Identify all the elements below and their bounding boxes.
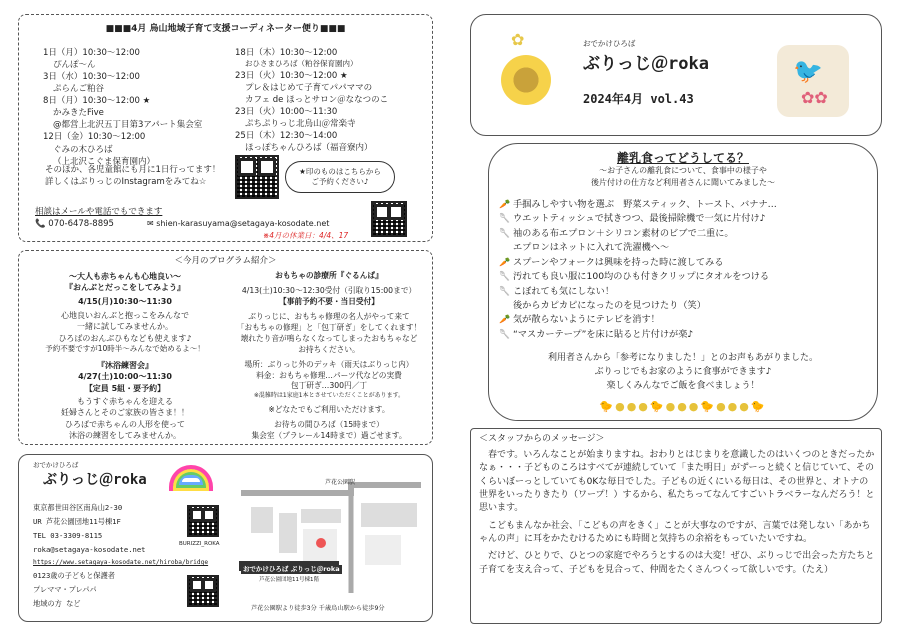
target-line: 地域の方 など — [33, 599, 81, 609]
station-label: 芦花公園駅 — [325, 479, 356, 486]
list-item: 🥄 “マスカーテープ”を床に貼ると片付けが楽♪ — [499, 328, 694, 340]
program-text: お待ちの間ひろば（15時まで） — [274, 419, 384, 429]
issue-info: 2024年4月 vol.43 — [583, 92, 694, 106]
carrot-icon: 🥕 — [499, 315, 511, 326]
list-item: 🥄 こぼれても気にしない！ — [499, 285, 615, 297]
program-title: 『おんぶとだっこをしてみよう』 — [65, 283, 185, 293]
event-date: カフェ de ほっとサロン＠ななつのこ — [245, 94, 389, 105]
message-paragraph: だけど、ひとりで、ひとつの家庭でやろうとするのは大変！ぜひ、ぶりっじで出会った方たちと子育てを支え合って、子どもを見合って、仲間をたくさんつくって欲しいです。（たえ） — [479, 551, 875, 575]
program-text: ひろばのおんぶひもなども使えます♪ — [58, 333, 192, 343]
event-date: 18日（木）10:30～12:00 — [235, 48, 338, 58]
program-text: ひろばで赤ちゃんの人形を使って — [65, 419, 185, 429]
event-place: ぐみの木ひろば — [53, 144, 113, 155]
newsletter-title: ■■■4月 烏山地域子育て支援コーディネーター便り■■■ — [105, 24, 346, 34]
program-text: 壊れたり音が鳴らなくなってしまったおもちゃなど — [240, 333, 418, 343]
carrot-icon: 🥕 — [499, 200, 511, 210]
qr-note-bubble: ★印のものはこちらから ご予約ください♪ — [285, 161, 395, 193]
event-date: 1日（月）10:30～12:00 — [43, 48, 140, 58]
instagram-qr-code[interactable] — [187, 505, 219, 537]
feature-closing: ぶりっじでもお家のように食事ができます♪ — [594, 367, 772, 377]
note-text: そのほか、各児童館にも月に1日行ってます！ — [45, 165, 221, 175]
feature-subtitle: 後片付けの仕方など利用者さんに聞いてみました～ — [591, 178, 775, 187]
event-place: おひさまひろば（粕谷保育園内） — [245, 59, 358, 69]
message-body — [479, 449, 875, 577]
feature-closing: 利用者さんから「参考になりました！」とのお声もあがりました。 — [547, 353, 818, 363]
facility-details — [33, 501, 208, 611]
event-date: （上北沢こぐま保育園内） — [53, 156, 156, 167]
list-item: 🥕 手掴みしやすい物を選ぶ 野菜スティック、トースト、バナナ… — [499, 199, 777, 210]
staff-message-box — [470, 428, 882, 624]
message-title: ＜スタッフからのメッセージ＞ — [479, 434, 605, 444]
masthead-box — [470, 14, 882, 136]
program-text: 沐浴の練習をしてみませんか。 — [69, 430, 181, 440]
event-date: 3日（水）10:30～12:00 — [43, 72, 140, 83]
event-date: 12日（金）10:30～12:00 — [43, 132, 146, 143]
feature-closing: 楽しくみんなでご飯を食べましょう！ — [606, 381, 760, 391]
event-date: 23日（火）10:00～11:30 — [235, 106, 338, 117]
program-title: ～大人も赤ちゃんも心地良い～ — [69, 272, 181, 281]
spoon-icon: 🥄 — [499, 228, 511, 239]
event-date: 25日（木）12:30～14:00 — [235, 131, 338, 142]
holiday-note: ※4月の休業日：4/4、17 — [263, 231, 349, 240]
program-date: 4/15(月)10:30～11:30 — [78, 296, 172, 306]
facility-info-box — [18, 454, 433, 622]
flower-icon: ✿✿ — [801, 88, 828, 107]
program-header: ＜今月のプログラム紹介＞ — [174, 256, 277, 266]
event-place: ぷちぷりっじ北烏山＠常楽寺 — [245, 118, 356, 129]
masthead-title: ぶりっじ＠roka — [583, 54, 709, 74]
message-paragraph: 春です。いろんなことが始まりますね。おわりとはじまりを意識したのはいくつのときだったかなぁ・・・子どものころはすべてが連続していて「また明日」がずーっと続くと信じていて、そのくらいぼーっとしていても0Kな毎日でした。子どもの近くにいる毎日は、その世界と、オトナの世界をいったりきたり（ワープ！）するから、私たちってなんてすごいトラベラーなんだろう！と思います。 — [479, 450, 875, 514]
list-item: 🥕 スプーンやフォークは興味を持った時に渡してみる — [499, 256, 724, 268]
sunflower-illustration — [501, 55, 551, 105]
carrot-icon: 🥕 — [499, 257, 511, 268]
access-text: 芦花公園駅より徒歩3分 千歳烏山駅から徒歩9分 — [251, 605, 385, 612]
address-line: 東京都世田谷区南烏山2-30 — [33, 503, 123, 512]
program-text: ※混雑時は1家庭1本とさせていただくことがあります。 — [253, 392, 405, 400]
tips-list — [499, 199, 873, 343]
event-date: 23日（火）10:30～12:00 ★ — [235, 70, 348, 81]
website-link[interactable]: https://www.setagaya-kosodate.net/hiroba/bridge — [33, 559, 209, 567]
tel-line: TEL 03-3309-8115 — [33, 531, 103, 541]
list-item: 🥕 気が散らないようにテレビを消す！ — [499, 314, 660, 326]
program-text: ぶりっじに、おもちゃ修理の名人がやって来て — [248, 311, 410, 321]
feature-title: 離乳食ってどうしてる？ — [616, 151, 749, 165]
program-text: ※どなたでもご利用いただけます。 — [268, 404, 390, 414]
note-text: 詳しくはぶりっじのInstagramをみてね☆ — [45, 177, 207, 187]
email-address[interactable]: ✉ shien-karasuyama@setagaya-kosodate.net — [147, 219, 330, 228]
spoon-icon: 🥄 — [499, 272, 511, 283]
feature-subtitle: ～お子さんの離乳食について、食事中の様子や — [599, 166, 767, 175]
babywearing-program — [25, 271, 225, 441]
program-text: お持ちください。 — [298, 344, 360, 354]
coordinator-newsletter-box — [18, 14, 433, 242]
list-item: 🥄 汚れても良い服に100均のひも付きクリップにタオルをつける — [499, 271, 770, 283]
address-line: UR 芦花公園団地11号棟1F — [33, 517, 121, 527]
spoon-icon: 🥄 — [499, 214, 511, 225]
map-facility-sub: 芦花公園団地11号棟1階 — [259, 577, 319, 583]
list-item: 後からカピカピになったのを見つけたり（笑） — [513, 299, 706, 311]
program-date: 【事前予約不要・当日受付】 — [279, 296, 379, 306]
program-text: もうすぐ赤ちゃんを迎える — [77, 396, 173, 406]
list-item: 🥄 ウエットティッシュで拭きつつ、最後掃除機で一気に片付け♪ — [499, 213, 766, 225]
program-box — [18, 250, 433, 445]
butterfly-icon: ✿ — [511, 30, 525, 49]
contact-qr-code[interactable] — [371, 201, 407, 237]
list-item: 🥄 袖のある布エプロン＋シリコン素材のビブで二重に。 — [499, 227, 734, 239]
bird-icon: 🐦 — [793, 57, 823, 85]
program-text: 心地良いおんぶと抱っこをみんなで — [61, 311, 189, 321]
spoon-icon: 🥄 — [499, 329, 511, 340]
message-paragraph: こどもまんなか社会、「こどもの声をきく」ことが大事なのですが、言葉では発しない「あかちゃんの声」に耳をかたむけるためにも時間と気持ちの余裕をもっていたいですね。 — [479, 520, 871, 544]
program-title: 『沐浴練習会』 — [97, 360, 153, 370]
rainbow-logo — [169, 465, 213, 491]
instagram-qr-code[interactable] — [235, 155, 279, 199]
target-line: 0123歳の子どもと保護者 — [33, 571, 115, 581]
program-date: 4/27(土)10:00～11:30 — [78, 372, 172, 382]
email-line[interactable]: roka@setagaya-kosodate.net — [33, 545, 146, 555]
instagram-handle: BURIZZI_ROKA — [179, 541, 220, 547]
phone-icon: 📞 — [35, 219, 46, 229]
phone-number[interactable]: 📞 070-6478-8895 — [35, 219, 114, 229]
facility-small-label: おでかけひろば — [33, 461, 79, 469]
program-date: 4/13(土)10:30～12:30受付（引取り15:00まで） — [241, 285, 417, 295]
masthead-small-label: おでかけひろば — [583, 39, 636, 48]
event-place: プレ＆はじめて子育てパパママの — [245, 82, 373, 93]
program-text: 妊婦さんとそのご家族の皆さま！！ — [61, 408, 189, 418]
website-qr-code[interactable] — [187, 575, 219, 607]
program-text: 料金：おもちゃ修理…パーツ代などの実費 — [256, 370, 402, 380]
toy-clinic-program — [227, 271, 431, 442]
event-place: ほっぽちゃんひろば（福音寮内） — [245, 143, 373, 154]
program-date: 【定員 5組・要予約】 — [84, 383, 166, 393]
program-text: 予約不要ですが10時半～みんなで始めるよ～！ — [45, 344, 205, 354]
facility-name: ぶりっじ＠roka — [43, 472, 147, 488]
program-text: 「おもちゃの修理」と「包丁研ぎ」をしてくれます！ — [236, 322, 422, 332]
event-date: @都営上北沢五丁目第3アパート集会室 — [53, 120, 203, 131]
program-text: 包丁研ぎ…300円／丁 — [290, 381, 368, 391]
program-text: 場所：ぶりっじ外のデッキ（雨天はぶりっじ内） — [244, 359, 414, 369]
event-place: かみきたFive — [53, 108, 104, 119]
event-place: ぴんぽ～ん — [53, 60, 96, 71]
left-event-list — [43, 47, 243, 168]
program-text: 一緒に試してみませんか。 — [77, 322, 173, 332]
program-text: 集会室（プラレール14時まで）過ごせます。 — [251, 430, 407, 440]
envelope-icon: ✉ — [147, 219, 154, 228]
spoon-icon: 🥄 — [499, 286, 511, 297]
feature-box — [488, 143, 878, 421]
list-item: エプロンはネットに入れて洗濯機へ～ — [513, 242, 670, 254]
right-event-list — [235, 47, 425, 154]
map-facility-label: おでかけひろば ぶりっじ＠roka — [243, 565, 340, 573]
program-title: おもちゃの診療所『ぐるんぱ』 — [275, 271, 383, 280]
event-date: 8日（月）10:30～12:00 ★ — [43, 96, 151, 107]
contact-heading: 相談はメールや電話でもできます — [35, 207, 163, 217]
chick-egg-decoration: 🐤●●●🐤●●●🐤●●●🐤 — [599, 400, 767, 413]
event-place: ぷらんご粕谷 — [53, 84, 105, 95]
target-line: プレママ・プレパパ — [33, 585, 97, 595]
